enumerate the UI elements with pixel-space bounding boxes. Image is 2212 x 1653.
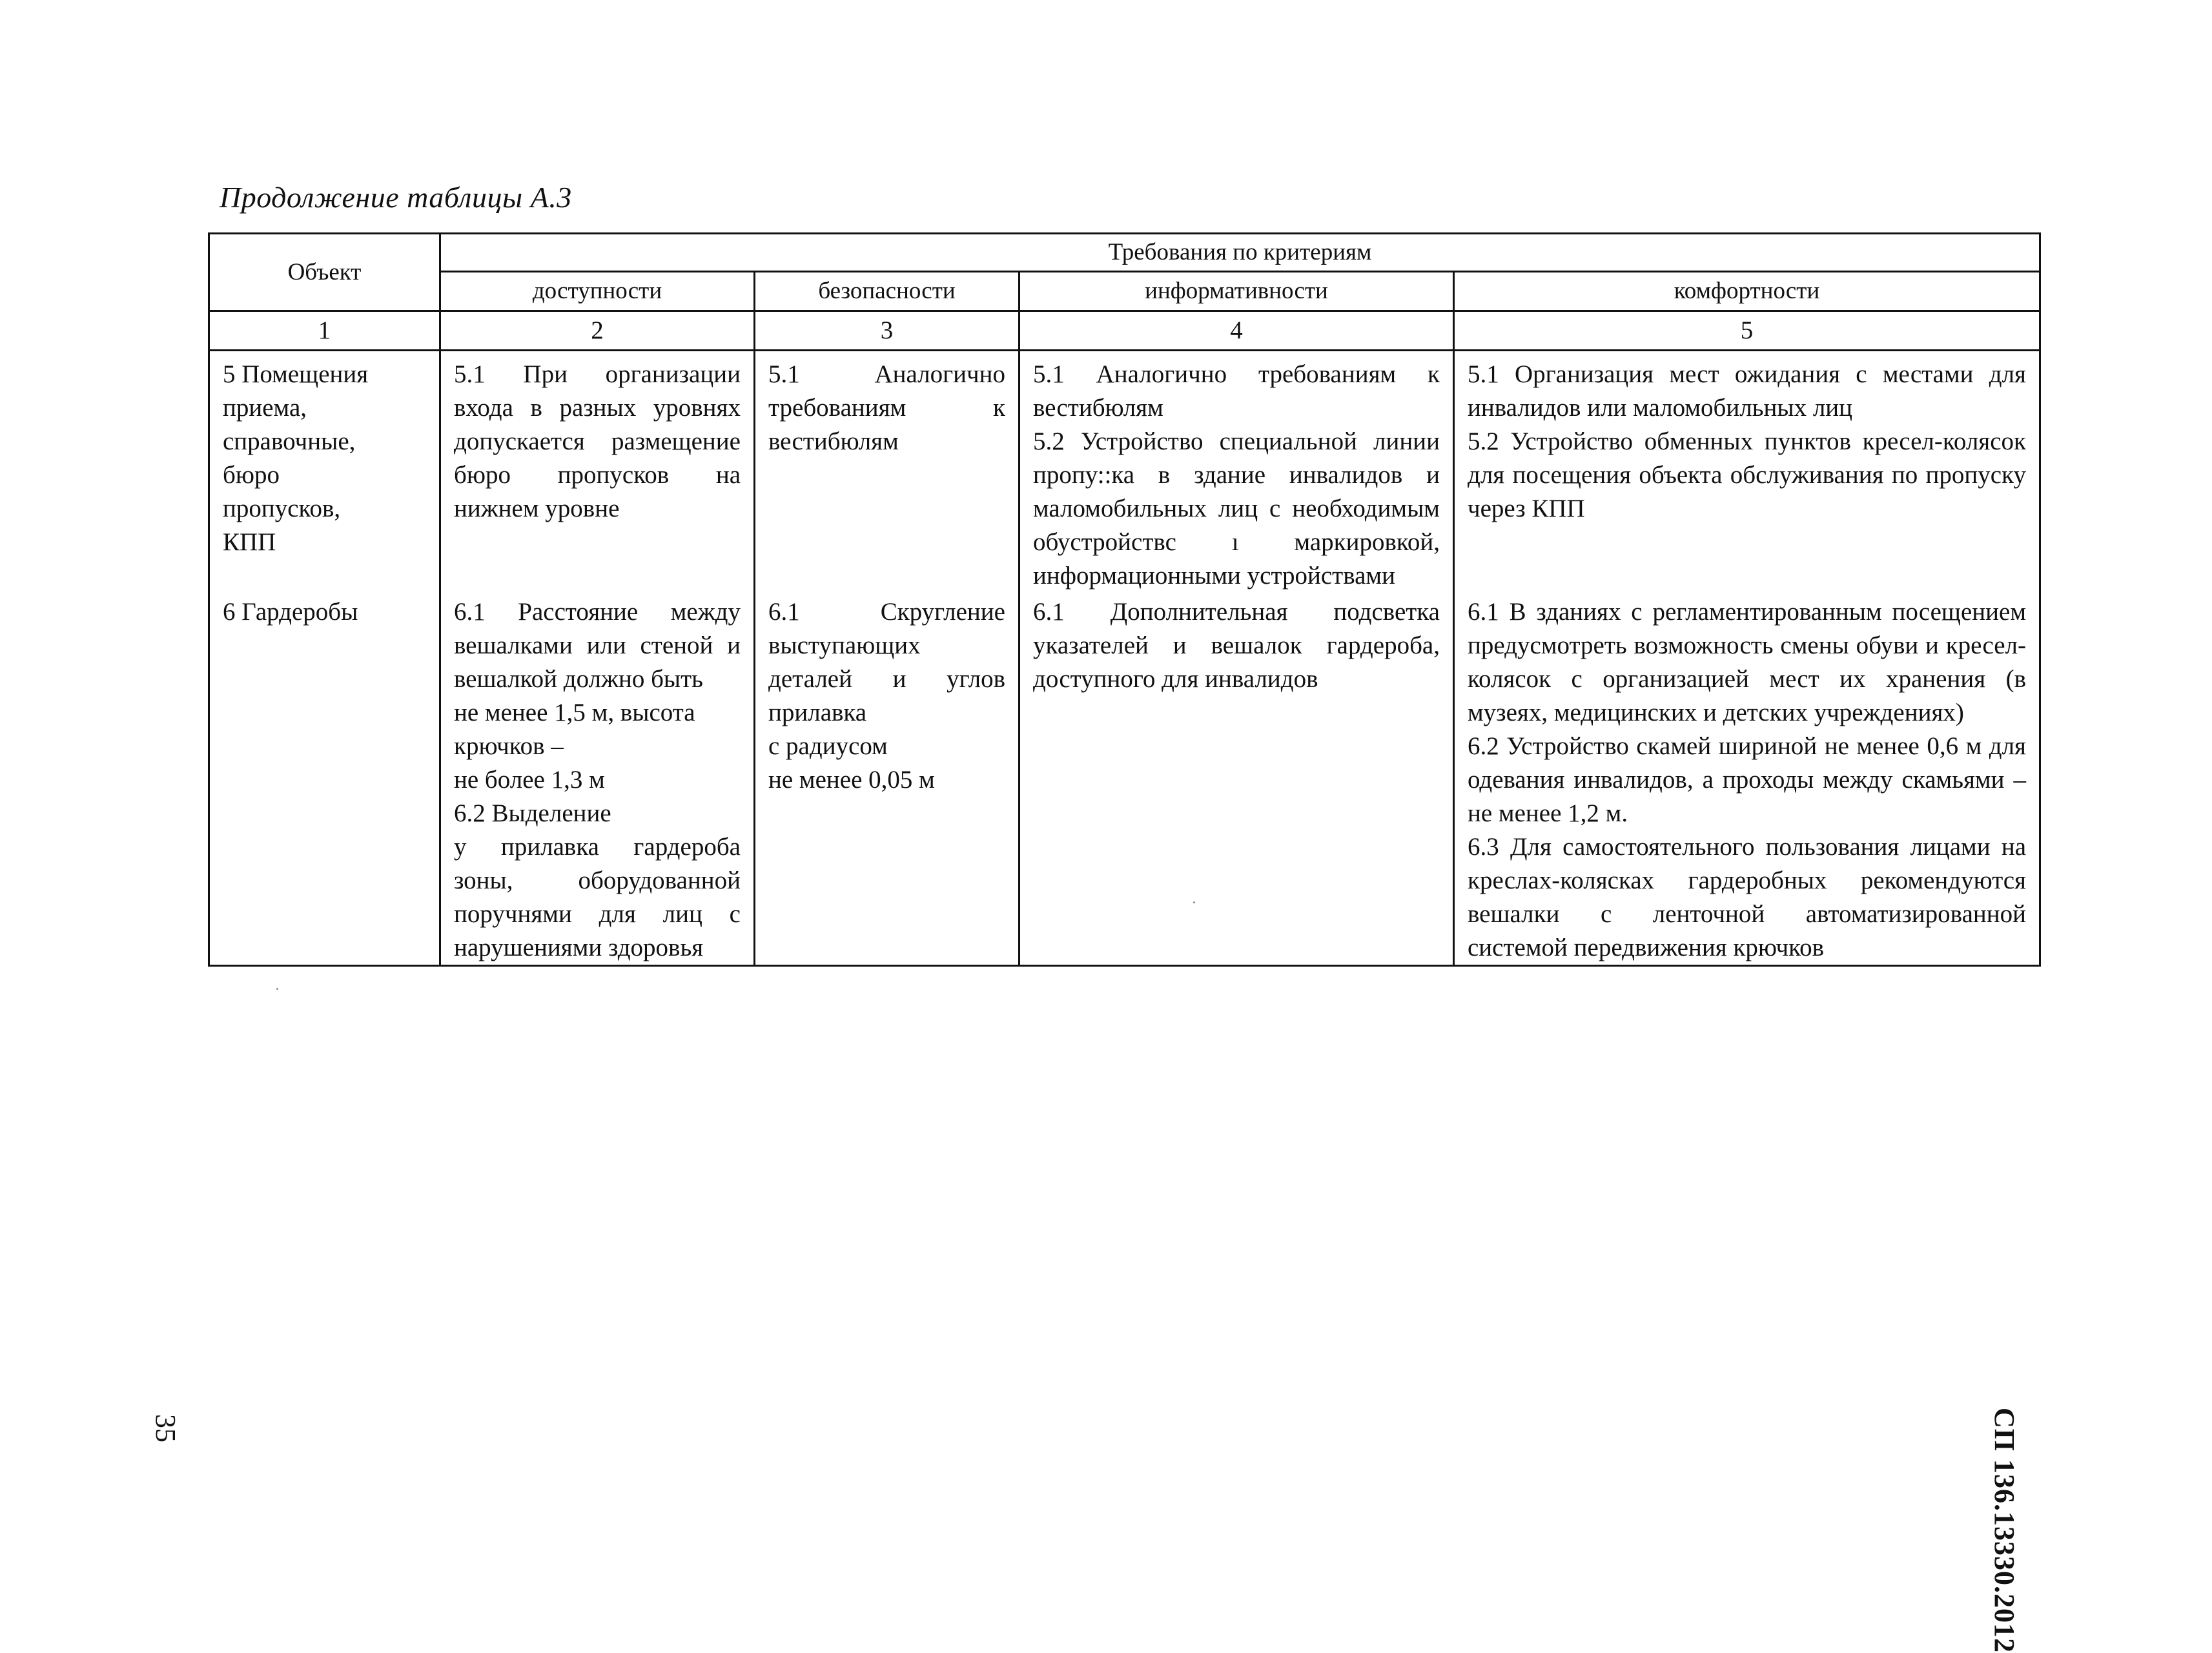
requirement-text: 5.1 Организация мест ожидания с местами для инвалидов или маломобильных лиц bbox=[1468, 360, 2026, 422]
header-criterion-safety: безопасности bbox=[755, 272, 1019, 311]
requirement-text: 6.1 Скругление выступающих деталей и углов прилавка bbox=[768, 598, 1005, 726]
document-code: СП 136.13330.2012 bbox=[1989, 1408, 2020, 1653]
requirement-text: 5.1 При организации входа в разных уровнях допускается размещение бюро пропусков на нижнем уровне bbox=[454, 360, 741, 522]
comfort-cell bbox=[1454, 593, 2040, 966]
access-cell bbox=[440, 351, 755, 593]
requirement-text: не менее 1,5 м, высота крючков – bbox=[454, 699, 695, 760]
table-caption: Продолжение таблицы А.3 bbox=[220, 181, 572, 214]
object-line: справочные, bbox=[223, 427, 356, 455]
header-requirements: Требования по критериям bbox=[440, 234, 2040, 272]
requirement-text: не более 1,3 м bbox=[454, 766, 605, 794]
table-row bbox=[209, 351, 2040, 593]
requirement-text: 6.2 Устройство скамей шириной не менее 0,6 м для одевания инвалидов, а проходы между скамьями – не менее 1,2 м. bbox=[1468, 732, 2026, 827]
object-cell bbox=[209, 593, 440, 966]
safety-cell bbox=[755, 351, 1019, 593]
requirement-text: 6.3 Для самостоятельного пользования лицами на креслах-колясках гардеробных рекомендуются вешалки с ленточной автоматизированной системой передвижения крючков bbox=[1468, 833, 2026, 961]
object-line: КПП bbox=[223, 528, 276, 556]
info-cell bbox=[1019, 593, 1454, 966]
requirement-text: с радиусом bbox=[768, 732, 888, 760]
requirement-text: 6.1 Дополнительная подсветка указателей и вешалок гардероба, доступного для инвалидов bbox=[1033, 598, 1440, 693]
requirement-text: 6.1 Расстояние между вешалками или стеной и вешалкой должно быть bbox=[454, 598, 741, 693]
requirement-text: 5.2 Устройство специальной линии пропу::ка в здание инвалидов и маломобильных лиц с необходимым обустройствс ı маркировкой, информационными устройствами bbox=[1033, 427, 1440, 590]
scan-speck bbox=[276, 988, 278, 990]
object-line: 5 Помещения bbox=[223, 360, 369, 388]
requirement-text: 5.2 Устройство обменных пунктов кресел-колясок для посещения объекта обслуживания по пропуску через КПП bbox=[1468, 427, 2026, 522]
access-cell bbox=[440, 593, 755, 966]
object-line: бюро bbox=[223, 461, 280, 489]
column-number: 5 bbox=[1454, 311, 2040, 351]
column-number: 1 bbox=[209, 311, 440, 351]
requirement-text: 6.1 В зданиях с регламентированным посещением предусмотреть возможность смены обуви и кресел-колясок с организацией мест их хранения (в музеях, медицинских и детских учреждениях) bbox=[1468, 598, 2026, 726]
requirement-text: не менее 0,05 м bbox=[768, 766, 935, 794]
requirement-text: 6.2 Выделение bbox=[454, 799, 611, 827]
comfort-cell bbox=[1454, 351, 2040, 593]
column-number: 4 bbox=[1019, 311, 1454, 351]
requirements-table bbox=[208, 232, 2041, 967]
page-number: 35 bbox=[150, 1414, 181, 1443]
info-cell bbox=[1019, 351, 1454, 593]
scan-speck bbox=[1193, 901, 1195, 903]
object-line: пропусков, bbox=[223, 495, 341, 522]
safety-cell bbox=[755, 593, 1019, 966]
object-line: приема, bbox=[223, 394, 307, 422]
column-number: 2 bbox=[440, 311, 755, 351]
header-object: Объект bbox=[209, 234, 440, 311]
object-cell bbox=[209, 351, 440, 593]
column-number: 3 bbox=[755, 311, 1019, 351]
header-criterion-comfort: комфортности bbox=[1454, 272, 2040, 311]
header-criterion-info: информативности bbox=[1019, 272, 1454, 311]
requirement-text: 5.1 Аналогично требованиям к вестибюлям bbox=[768, 360, 1005, 455]
object-line: 6 Гардеробы bbox=[223, 598, 358, 626]
requirement-text: 5.1 Аналогично требованиям к вестибюлям bbox=[1033, 360, 1440, 422]
requirement-text: у прилавка гардероба зоны, оборудованной поручнями для лиц с нарушениями здоровья bbox=[454, 833, 741, 961]
table-row bbox=[209, 593, 2040, 966]
header-criterion-access: доступности bbox=[440, 272, 755, 311]
